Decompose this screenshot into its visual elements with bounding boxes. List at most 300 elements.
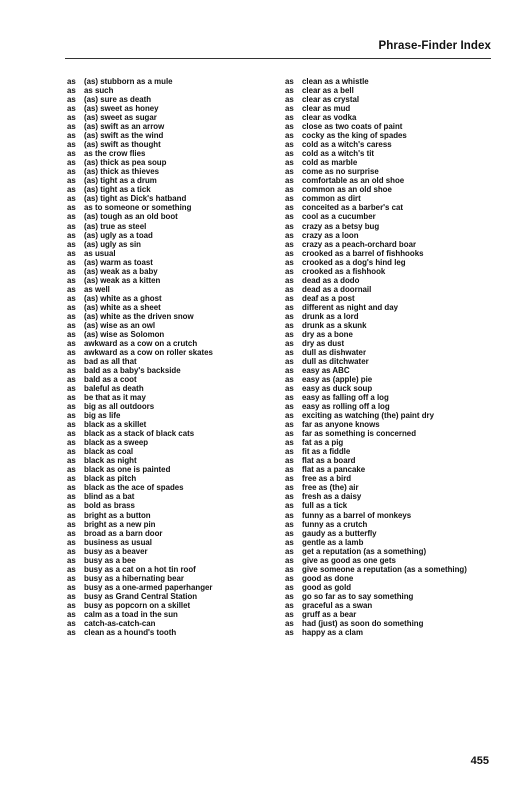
entry-keyword: as bbox=[67, 438, 76, 448]
index-entry bbox=[285, 321, 467, 330]
entry-keyword: as bbox=[67, 618, 76, 628]
entry-phrase: bad as all that bbox=[84, 356, 137, 366]
entry-keyword: as bbox=[67, 158, 76, 168]
entry-keyword: as bbox=[285, 456, 294, 466]
entry-keyword: as bbox=[285, 149, 294, 159]
entry-keyword: as bbox=[285, 609, 294, 619]
entry-keyword: as bbox=[285, 510, 294, 520]
entry-keyword: as bbox=[67, 140, 76, 150]
entry-phrase: comfortable as an old shoe bbox=[302, 176, 405, 186]
entry-phrase: fresh as a daisy bbox=[302, 492, 362, 502]
entry-phrase: broad as a barn door bbox=[84, 528, 163, 538]
entry-keyword: as bbox=[67, 212, 76, 222]
entry-phrase: as the crow flies bbox=[84, 149, 146, 159]
entry-keyword: as bbox=[285, 293, 294, 303]
index-entry bbox=[285, 601, 467, 610]
index-entry bbox=[67, 556, 213, 565]
entry-keyword: as bbox=[285, 375, 294, 385]
entry-keyword: as bbox=[67, 555, 76, 565]
entry-phrase: (as) thick as pea soup bbox=[84, 158, 167, 168]
index-entry bbox=[67, 438, 213, 447]
entry-phrase: (as) warm as toast bbox=[84, 257, 153, 267]
entry-keyword: as bbox=[285, 104, 294, 114]
entry-keyword: as bbox=[67, 284, 76, 294]
entry-phrase: (as) true as steel bbox=[84, 221, 147, 231]
index-entry bbox=[67, 366, 213, 375]
entry-phrase: easy as rolling off a log bbox=[302, 402, 390, 412]
entry-phrase: dull as dishwater bbox=[302, 347, 367, 357]
index-entry bbox=[285, 104, 467, 113]
entry-keyword: as bbox=[67, 77, 76, 86]
index-entry bbox=[67, 149, 213, 158]
index-entry bbox=[285, 212, 467, 221]
entry-phrase: (as) tight as a tick bbox=[84, 185, 151, 195]
index-entry bbox=[67, 501, 213, 510]
entry-phrase: as well bbox=[84, 284, 110, 294]
entry-phrase: crooked as a dog's hind leg bbox=[302, 257, 406, 267]
entry-keyword: as bbox=[67, 501, 76, 511]
entry-keyword: as bbox=[285, 203, 294, 213]
entry-phrase: bright as a new pin bbox=[84, 519, 156, 529]
entry-keyword: as bbox=[285, 546, 294, 556]
entry-keyword: as bbox=[67, 366, 76, 375]
index-entry bbox=[67, 601, 213, 610]
entry-keyword: as bbox=[285, 474, 294, 484]
entry-keyword: as bbox=[67, 591, 76, 601]
entry-phrase: business as usual bbox=[84, 537, 152, 547]
entry-keyword: as bbox=[67, 167, 76, 177]
entry-phrase: big as all outdoors bbox=[84, 402, 155, 412]
index-entry bbox=[67, 276, 213, 285]
index-entry bbox=[285, 86, 467, 95]
index-entry bbox=[285, 203, 467, 212]
index-entry bbox=[285, 384, 467, 393]
index-entry bbox=[67, 538, 213, 547]
entry-keyword: as bbox=[285, 591, 294, 601]
entry-keyword: as bbox=[285, 573, 294, 583]
index-entry bbox=[285, 140, 467, 149]
entry-phrase: (as) tight as a drum bbox=[84, 176, 157, 186]
index-entry bbox=[285, 122, 467, 131]
entry-phrase: gentle as a lamb bbox=[302, 537, 364, 547]
index-entry bbox=[67, 176, 213, 185]
index-entry bbox=[67, 258, 213, 267]
index-entry bbox=[285, 149, 467, 158]
entry-keyword: as bbox=[285, 582, 294, 592]
index-entry bbox=[67, 212, 213, 221]
index-entry bbox=[285, 492, 467, 501]
entry-phrase: (as) tough as an old boot bbox=[84, 212, 178, 222]
entry-phrase: black as a skillet bbox=[84, 420, 147, 430]
page-number: 455 bbox=[470, 755, 489, 767]
entry-phrase: free as a bird bbox=[302, 474, 352, 484]
entry-keyword: as bbox=[285, 302, 294, 312]
entry-keyword: as bbox=[285, 140, 294, 150]
index-entry bbox=[285, 222, 467, 231]
index-entry bbox=[67, 77, 213, 86]
entry-keyword: as bbox=[67, 465, 76, 475]
entry-keyword: as bbox=[67, 429, 76, 439]
index-entry bbox=[67, 86, 213, 95]
entry-phrase: easy as falling off a log bbox=[302, 393, 389, 403]
entry-phrase: common as an old shoe bbox=[302, 185, 392, 195]
entry-phrase: (as) sure as death bbox=[84, 95, 152, 105]
entry-phrase: black as one is painted bbox=[84, 465, 171, 475]
entry-keyword: as bbox=[67, 420, 76, 430]
index-entry bbox=[67, 420, 213, 429]
index-entry bbox=[285, 113, 467, 122]
index-entry bbox=[285, 167, 467, 176]
index-entry bbox=[285, 294, 467, 303]
entry-keyword: as bbox=[67, 447, 76, 457]
entry-keyword: as bbox=[285, 95, 294, 105]
entry-keyword: as bbox=[285, 113, 294, 123]
entry-keyword: as bbox=[285, 266, 294, 276]
entry-phrase: busy as a cat on a hot tin roof bbox=[84, 564, 196, 574]
entry-phrase: (as) sweet as sugar bbox=[84, 113, 157, 123]
entry-keyword: as bbox=[67, 573, 76, 583]
entry-phrase: (as) swift as the wind bbox=[84, 131, 164, 141]
index-column-right bbox=[285, 77, 467, 637]
index-entry bbox=[67, 294, 213, 303]
index-entry bbox=[285, 429, 467, 438]
index-entry bbox=[67, 122, 213, 131]
entry-keyword: as bbox=[285, 555, 294, 565]
entry-keyword: as bbox=[67, 411, 76, 421]
entry-keyword: as bbox=[285, 600, 294, 610]
index-entry bbox=[285, 556, 467, 565]
entry-keyword: as bbox=[67, 546, 76, 556]
index-entry bbox=[67, 222, 213, 231]
index-entry bbox=[67, 240, 213, 249]
entry-phrase: (as) weak as a kitten bbox=[84, 275, 161, 285]
entry-phrase: far as something is concerned bbox=[302, 429, 417, 439]
index-entry bbox=[285, 465, 467, 474]
entry-phrase: catch-as-catch-can bbox=[84, 618, 156, 628]
entry-phrase: busy as popcorn on a skillet bbox=[84, 600, 191, 610]
index-entry bbox=[285, 267, 467, 276]
entry-phrase: busy as a beaver bbox=[84, 546, 148, 556]
entry-keyword: as bbox=[285, 528, 294, 538]
entry-phrase: (as) wise as Solomon bbox=[84, 329, 165, 339]
index-entry bbox=[285, 447, 467, 456]
index-entry bbox=[67, 393, 213, 402]
index-entry bbox=[67, 375, 213, 384]
entry-keyword: as bbox=[285, 564, 294, 574]
index-entry bbox=[285, 501, 467, 510]
entry-phrase: flat as a pancake bbox=[302, 465, 366, 475]
index-entry bbox=[67, 483, 213, 492]
index-entry bbox=[67, 492, 213, 501]
index-column-left bbox=[67, 77, 213, 637]
index-entry bbox=[67, 583, 213, 592]
entry-keyword: as bbox=[67, 356, 76, 366]
index-entry bbox=[285, 438, 467, 447]
entry-keyword: as bbox=[67, 194, 76, 204]
index-entry bbox=[285, 77, 467, 86]
index-entry bbox=[285, 158, 467, 167]
entry-phrase: crazy as a loon bbox=[302, 230, 359, 240]
index-entry bbox=[67, 547, 213, 556]
entry-phrase: cocky as the king of spades bbox=[302, 131, 407, 141]
entry-phrase: happy as a clam bbox=[302, 627, 363, 637]
entry-keyword: as bbox=[67, 122, 76, 132]
entry-keyword: as bbox=[67, 384, 76, 394]
entry-keyword: as bbox=[285, 347, 294, 357]
header-title: Phrase-Finder Index bbox=[378, 40, 491, 52]
entry-phrase: clear as mud bbox=[302, 104, 351, 114]
entry-keyword: as bbox=[67, 86, 76, 96]
entry-phrase: had (just) as soon do something bbox=[302, 618, 424, 628]
entry-keyword: as bbox=[285, 492, 294, 502]
index-entry bbox=[67, 303, 213, 312]
entry-keyword: as bbox=[285, 284, 294, 294]
index-entry bbox=[285, 393, 467, 402]
index-entry bbox=[67, 321, 213, 330]
entry-phrase: full as a tick bbox=[302, 501, 348, 511]
entry-keyword: as bbox=[285, 329, 294, 339]
entry-phrase: black as a stack of black cats bbox=[84, 429, 195, 439]
index-entry bbox=[285, 276, 467, 285]
entry-phrase: (as) weak as a baby bbox=[84, 266, 158, 276]
entry-phrase: bold as brass bbox=[84, 501, 135, 511]
index-entry bbox=[285, 583, 467, 592]
entry-phrase: awkward as a cow on roller skates bbox=[84, 347, 213, 357]
index-entry bbox=[285, 592, 467, 601]
index-entry bbox=[67, 231, 213, 240]
index-entry bbox=[285, 194, 467, 203]
index-entry bbox=[285, 456, 467, 465]
entry-phrase: conceited as a barber's cat bbox=[302, 203, 403, 213]
entry-phrase: give as good as one gets bbox=[302, 555, 396, 565]
index-entry bbox=[67, 565, 213, 574]
index-entry bbox=[67, 185, 213, 194]
entry-keyword: as bbox=[67, 95, 76, 105]
entry-keyword: as bbox=[67, 564, 76, 574]
entry-keyword: as bbox=[67, 203, 76, 213]
entry-phrase: (as) stubborn as a mule bbox=[84, 77, 173, 86]
entry-phrase: (as) white as the driven snow bbox=[84, 311, 194, 321]
entry-phrase: bald as a baby's backside bbox=[84, 366, 181, 375]
entry-phrase: flat as a board bbox=[302, 456, 356, 466]
index-entry bbox=[67, 384, 213, 393]
entry-phrase: clean as a whistle bbox=[302, 77, 369, 86]
index-entry bbox=[285, 610, 467, 619]
index-entry bbox=[285, 375, 467, 384]
entry-keyword: as bbox=[67, 275, 76, 285]
index-entry bbox=[67, 465, 213, 474]
entry-keyword: as bbox=[285, 420, 294, 430]
entry-phrase: easy as ABC bbox=[302, 366, 350, 375]
entry-keyword: as bbox=[285, 384, 294, 394]
entry-phrase: drunk as a lord bbox=[302, 311, 359, 321]
index-entry bbox=[285, 176, 467, 185]
entry-keyword: as bbox=[285, 194, 294, 204]
entry-keyword: as bbox=[285, 618, 294, 628]
entry-phrase: funny as a crutch bbox=[302, 519, 368, 529]
index-entry bbox=[285, 402, 467, 411]
entry-phrase: dry as dust bbox=[302, 338, 345, 348]
index-entry bbox=[285, 95, 467, 104]
index-entry bbox=[67, 447, 213, 456]
entry-keyword: as bbox=[67, 375, 76, 385]
entry-keyword: as bbox=[67, 131, 76, 141]
entry-phrase: close as two coats of paint bbox=[302, 122, 403, 132]
entry-phrase: good as gold bbox=[302, 582, 352, 592]
index-entry bbox=[67, 113, 213, 122]
entry-phrase: dry as a bone bbox=[302, 329, 353, 339]
entry-keyword: as bbox=[67, 393, 76, 403]
entry-phrase: crazy as a betsy bug bbox=[302, 221, 380, 231]
index-entry bbox=[285, 565, 467, 574]
entry-phrase: (as) ugly as a toad bbox=[84, 230, 153, 240]
entry-keyword: as bbox=[285, 356, 294, 366]
index-entry bbox=[67, 610, 213, 619]
index-entry bbox=[285, 538, 467, 547]
entry-phrase: dull as ditchwater bbox=[302, 356, 369, 366]
entry-keyword: as bbox=[67, 402, 76, 412]
entry-keyword: as bbox=[67, 311, 76, 321]
entry-phrase: as usual bbox=[84, 248, 116, 258]
entry-keyword: as bbox=[285, 501, 294, 511]
index-entry bbox=[67, 249, 213, 258]
entry-keyword: as bbox=[67, 347, 76, 357]
entry-phrase: easy as duck soup bbox=[302, 384, 373, 394]
index-entry bbox=[285, 231, 467, 240]
entry-phrase: exciting as watching (the) paint dry bbox=[302, 411, 434, 421]
entry-keyword: as bbox=[67, 582, 76, 592]
index-entry bbox=[285, 520, 467, 529]
entry-keyword: as bbox=[67, 176, 76, 186]
entry-phrase: as such bbox=[84, 86, 114, 96]
entry-keyword: as bbox=[285, 230, 294, 240]
entry-keyword: as bbox=[285, 311, 294, 321]
entry-phrase: cold as a witch's caress bbox=[302, 140, 392, 150]
index-entry bbox=[67, 267, 213, 276]
index-entry bbox=[285, 258, 467, 267]
entry-keyword: as bbox=[67, 609, 76, 619]
entry-keyword: as bbox=[67, 528, 76, 538]
entry-keyword: as bbox=[67, 329, 76, 339]
entry-keyword: as bbox=[285, 221, 294, 231]
entry-keyword: as bbox=[285, 338, 294, 348]
entry-phrase: black as coal bbox=[84, 447, 134, 457]
entry-keyword: as bbox=[285, 537, 294, 547]
entry-keyword: as bbox=[285, 483, 294, 493]
entry-phrase: clear as a bell bbox=[302, 86, 354, 96]
index-entry bbox=[285, 339, 467, 348]
index-entry bbox=[67, 104, 213, 113]
entry-phrase: (as) wise as an owl bbox=[84, 320, 156, 330]
entry-keyword: as bbox=[67, 492, 76, 502]
index-entry bbox=[67, 402, 213, 411]
index-entry bbox=[285, 529, 467, 538]
entry-phrase: (as) tight as Dick's hatband bbox=[84, 194, 187, 204]
entry-phrase: different as night and day bbox=[302, 302, 399, 312]
entry-phrase: black as the ace of spades bbox=[84, 483, 184, 493]
index-entry bbox=[285, 511, 467, 520]
entry-phrase: go so far as to say something bbox=[302, 591, 414, 601]
index-entry bbox=[285, 619, 467, 628]
entry-keyword: as bbox=[285, 248, 294, 258]
entry-keyword: as bbox=[285, 519, 294, 529]
entry-keyword: as bbox=[285, 275, 294, 285]
index-entry bbox=[67, 330, 213, 339]
index-entry bbox=[67, 574, 213, 583]
entry-phrase: far as anyone knows bbox=[302, 420, 380, 430]
entry-keyword: as bbox=[285, 212, 294, 222]
index-entry bbox=[285, 357, 467, 366]
entry-phrase: (as) thick as thieves bbox=[84, 167, 159, 177]
entry-phrase: (as) sweet as honey bbox=[84, 104, 159, 114]
index-entry bbox=[67, 203, 213, 212]
entry-keyword: as bbox=[285, 429, 294, 439]
entry-phrase: bright as a button bbox=[84, 510, 151, 520]
index-entry bbox=[285, 285, 467, 294]
index-entry bbox=[67, 167, 213, 176]
entry-phrase: busy as a bee bbox=[84, 555, 136, 565]
entry-phrase: fat as a pig bbox=[302, 438, 344, 448]
entry-keyword: as bbox=[67, 185, 76, 195]
entry-phrase: good as done bbox=[302, 573, 354, 583]
index-entry bbox=[67, 357, 213, 366]
entry-keyword: as bbox=[285, 393, 294, 403]
index-entry bbox=[67, 520, 213, 529]
index-entry bbox=[67, 529, 213, 538]
index-entry bbox=[67, 619, 213, 628]
entry-phrase: deaf as a post bbox=[302, 293, 355, 303]
entry-keyword: as bbox=[67, 257, 76, 267]
index-entry bbox=[285, 303, 467, 312]
index-entry bbox=[285, 330, 467, 339]
index-entry bbox=[67, 285, 213, 294]
index-entry bbox=[67, 511, 213, 520]
index-entry bbox=[285, 312, 467, 321]
index-entry bbox=[67, 474, 213, 483]
entry-keyword: as bbox=[285, 320, 294, 330]
entry-phrase: black as a sweep bbox=[84, 438, 149, 448]
entry-phrase: get a reputation (as a something) bbox=[302, 546, 427, 556]
index-entry bbox=[67, 411, 213, 420]
entry-keyword: as bbox=[285, 239, 294, 249]
index-entry bbox=[67, 131, 213, 140]
entry-phrase: (as) white as a ghost bbox=[84, 293, 162, 303]
index-entry bbox=[67, 628, 213, 637]
index-entry bbox=[285, 348, 467, 357]
entry-phrase: free as (the) air bbox=[302, 483, 359, 493]
entry-keyword: as bbox=[67, 600, 76, 610]
entry-keyword: as bbox=[285, 122, 294, 132]
entry-phrase: blind as a bat bbox=[84, 492, 135, 502]
entry-keyword: as bbox=[285, 86, 294, 96]
index-entry bbox=[285, 240, 467, 249]
entry-keyword: as bbox=[285, 366, 294, 375]
entry-phrase: (as) white as a sheet bbox=[84, 302, 161, 312]
entry-keyword: as bbox=[285, 77, 294, 86]
entry-phrase: as to someone or something bbox=[84, 203, 192, 213]
entry-phrase: big as life bbox=[84, 411, 121, 421]
entry-keyword: as bbox=[285, 627, 294, 637]
entry-keyword: as bbox=[67, 149, 76, 159]
entry-keyword: as bbox=[285, 131, 294, 141]
entry-keyword: as bbox=[285, 158, 294, 168]
index-entry bbox=[285, 547, 467, 556]
entry-keyword: as bbox=[67, 230, 76, 240]
entry-keyword: as bbox=[285, 185, 294, 195]
entry-phrase: clean as a hound's tooth bbox=[84, 627, 177, 637]
index-entry bbox=[285, 628, 467, 637]
entry-phrase: gaudy as a butterfly bbox=[302, 528, 377, 538]
